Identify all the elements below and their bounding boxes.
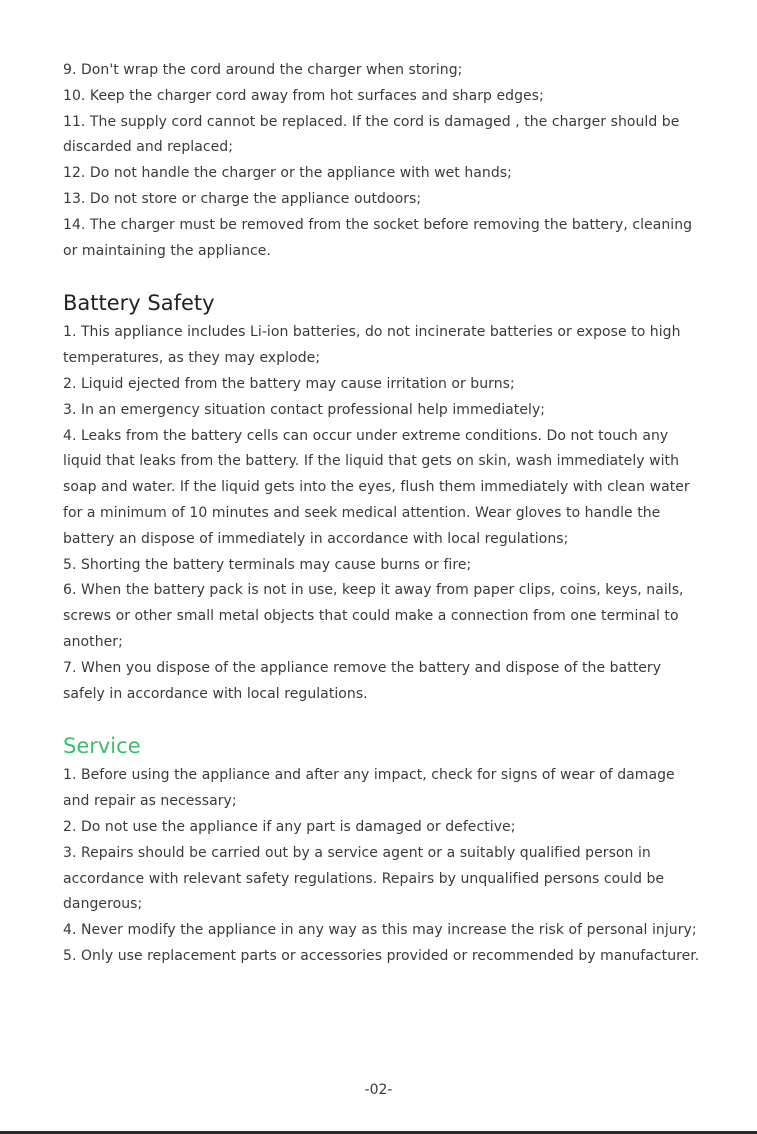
- list-line: 5. Shorting the battery terminals may cause burns or fire;: [63, 556, 472, 573]
- list-line: liquid that leaks from the battery. If the liquid that gets on skin, wash immediately with: [63, 453, 680, 470]
- list-line: 2. Liquid ejected from the battery may cause irritation or burns;: [63, 375, 515, 392]
- list-line: 2. Do not use the appliance if any part is damaged or defective;: [63, 818, 516, 835]
- list-line: screws or other small metal objects that could make a connection from one terminal to: [63, 608, 679, 625]
- list-line: temperatures, as they may explode;: [63, 350, 321, 367]
- list-line: 12. Do not handle the charger or the appliance with wet hands;: [63, 165, 512, 182]
- list-line: 6. When the battery pack is not in use, keep it away from paper clips, coins, keys, nails,: [63, 582, 684, 599]
- document-page: [63, 58, 703, 970]
- list-line: safely in accordance with local regulations.: [63, 685, 368, 702]
- list-line: battery an dispose of immediately in accordance with local regulations;: [63, 530, 569, 547]
- battery-safety-heading: Battery Safety: [63, 291, 215, 316]
- list-line: and repair as necessary;: [63, 793, 237, 810]
- page-number: -02-: [364, 1082, 393, 1098]
- list-line: 9. Don't wrap the cord around the charger when storing;: [63, 62, 463, 78]
- list-line: for a minimum of 10 minutes and seek medical attention. Wear gloves to handle the: [63, 504, 661, 521]
- list-line: 4. Never modify the appliance in any way as this may increase the risk of personal injury;: [63, 922, 697, 939]
- list-line: 11. The supply cord cannot be replaced. If the cord is damaged , the charger should be: [63, 113, 680, 130]
- list-line: 3. Repairs should be carried out by a service agent or a suitably qualified person in: [63, 844, 651, 861]
- list-line: or maintaining the appliance.: [63, 242, 271, 259]
- list-line: 1. Before using the appliance and after any impact, check for signs of wear of damage: [63, 767, 675, 784]
- list-line: 3. In an emergency situation contact professional help immediately;: [63, 401, 546, 418]
- service-list: [63, 763, 703, 969]
- list-line: 13. Do not store or charge the appliance outdoors;: [63, 190, 422, 207]
- charger-safety-list: [63, 58, 703, 264]
- service-heading: Service: [63, 734, 141, 759]
- battery-safety-list: [63, 320, 703, 707]
- list-line: dangerous;: [63, 896, 143, 913]
- list-line: 14. The charger must be removed from the socket before removing the battery, cleaning: [63, 216, 693, 233]
- list-line: another;: [63, 633, 123, 650]
- list-line: 4. Leaks from the battery cells can occur under extreme conditions. Do not touch any: [63, 427, 669, 444]
- list-line: 7. When you dispose of the appliance remove the battery and dispose of the battery: [63, 659, 662, 676]
- list-line: discarded and replaced;: [63, 139, 233, 156]
- list-line: accordance with relevant safety regulations. Repairs by unqualified persons could be: [63, 870, 665, 887]
- list-line: 1. This appliance includes Li-ion batteries, do not incinerate batteries or expose to high: [63, 324, 681, 341]
- list-line: 10. Keep the charger cord away from hot surfaces and sharp edges;: [63, 87, 544, 104]
- list-line: soap and water. If the liquid gets into the eyes, flush them immediately with clean water: [63, 479, 690, 496]
- list-line: 5. Only use replacement parts or accessories provided or recommended by manufacturer.: [63, 947, 700, 964]
